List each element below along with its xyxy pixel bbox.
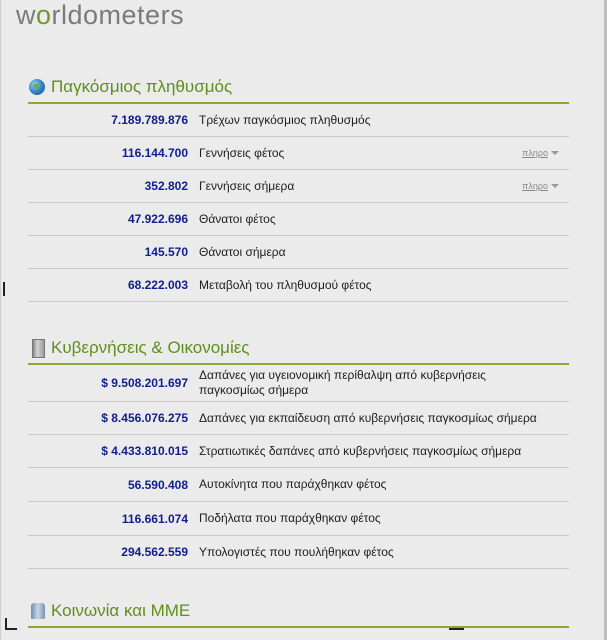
more-link[interactable] [522, 148, 559, 158]
stat-label: Θάνατοι φέτος [199, 211, 276, 226]
stat-value: 352.802 [144, 179, 188, 193]
stat-row [28, 502, 569, 536]
crop-mark [3, 282, 5, 296]
section-society-media [28, 600, 569, 628]
stat-row [28, 137, 569, 170]
stat-value: 47.922.696 [127, 212, 188, 226]
stat-label: Υπολογιστές που πουλήθηκαν φέτος [199, 544, 394, 559]
stat-row [28, 104, 569, 137]
section-header [28, 337, 569, 365]
stat-value: $ 9.508.201.697 [101, 376, 188, 390]
section-header [28, 76, 569, 104]
stat-value: 7.189.789.876 [111, 113, 188, 127]
stat-label: Δαπάνες για υγειονομική περίθαλψη από κυβερνήσεις παγκοσμίως σήμερα [199, 368, 486, 397]
stat-row [28, 365, 569, 402]
site-logo[interactable] [16, 0, 184, 31]
stat-value: 116.144.700 [121, 146, 188, 160]
section-governments-economies [28, 337, 569, 569]
stat-label: Μεταβολή του πληθυσμού φέτος [199, 277, 372, 292]
chevron-down-icon [551, 151, 559, 155]
stat-label: Ποδήλατα που παράχθηκαν φέτος [199, 511, 381, 525]
stat-row [28, 402, 569, 435]
stat-row [28, 170, 569, 203]
stat-label: Γεννήσεις σήμερα [199, 178, 295, 193]
media-icon [31, 603, 45, 619]
stat-value: $ 4.433.810.015 [101, 444, 188, 458]
book-icon [32, 339, 45, 358]
stat-row [28, 269, 569, 302]
stat-value: $ 8.456.076.275 [101, 411, 188, 425]
stat-row [28, 468, 569, 502]
stat-row [28, 536, 569, 569]
stat-value: 56.590.408 [127, 477, 188, 492]
stat-value: 145.570 [144, 245, 188, 259]
stat-label: Δαπάνες για εκπαίδευση από κυβερνήσεις παγκοσμίως σήμερα [199, 410, 537, 425]
globe-icon [29, 79, 45, 95]
stat-label: Τρέχων παγκόσμιος πληθυσμός [199, 112, 371, 127]
more-link-label: πληρο [522, 181, 548, 191]
logo-text-1: w [16, 0, 36, 30]
stat-label: Στρατιωτικές δαπάνες από κυβερνήσεις παγκοσμίως σήμερα [199, 443, 522, 458]
logo-text-2: rldometers [51, 0, 185, 30]
stat-value: 116.661.074 [121, 511, 188, 526]
stat-value: 68.222.003 [127, 278, 188, 292]
stat-label: Αυτοκίνητα που παράχθηκαν φέτος [199, 477, 387, 491]
stat-label: Γεννήσεις φέτος [199, 145, 285, 160]
stat-row [28, 435, 569, 468]
crop-mark [449, 628, 464, 630]
stat-value: 294.562.559 [121, 545, 188, 559]
stat-label: Θάνατοι σήμερα [199, 244, 286, 259]
section-header [28, 600, 569, 628]
section-title: Κυβερνήσεις & Οικονομίες [51, 338, 250, 357]
crop-corner-mark [5, 618, 17, 630]
frame-left-border [0, 0, 1, 640]
section-title: Κοινωνία και ΜΜΕ [51, 601, 191, 620]
chevron-down-icon [551, 184, 559, 188]
section-title: Παγκόσμιος πληθυσμός [51, 77, 233, 96]
section-world-population [28, 76, 569, 302]
more-link[interactable] [522, 181, 559, 191]
stat-row [28, 236, 569, 269]
more-link-label: πληρο [522, 148, 548, 158]
stat-row [28, 203, 569, 236]
logo-o: o [36, 0, 52, 30]
